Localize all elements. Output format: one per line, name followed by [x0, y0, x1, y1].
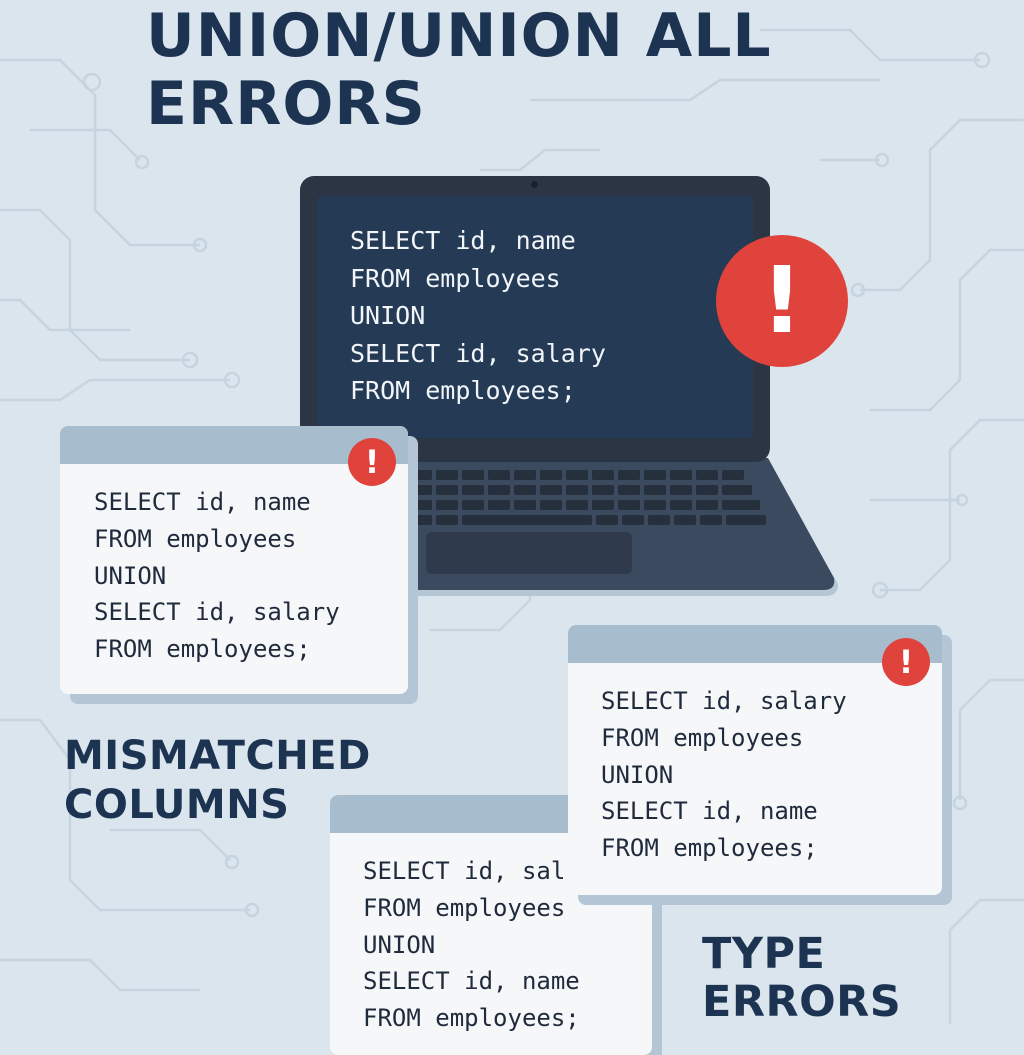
- card-code-block: [363, 853, 580, 1037]
- code-line: FROM employees;: [350, 376, 576, 405]
- laptop-code-block: [350, 222, 606, 410]
- code-line: SELECT id, salary: [601, 687, 847, 715]
- laptop-lid: [300, 176, 770, 462]
- warning-icon: !: [882, 638, 930, 686]
- card-code-block: [94, 484, 340, 668]
- code-line: SELECT id, name: [350, 226, 576, 255]
- code-line: FROM employees: [350, 263, 561, 293]
- code-line: UNION: [350, 301, 426, 330]
- page-title-line-1: UNION/UNION ALL: [146, 1, 772, 71]
- code-line: SELECT id, sal: [363, 857, 566, 885]
- laptop-screen: [317, 196, 753, 438]
- code-line: FROM employees: [363, 893, 566, 922]
- warning-icon: !: [348, 438, 396, 486]
- code-line: FROM employees;: [363, 1004, 580, 1033]
- label-type-errors: [702, 930, 901, 1026]
- code-line: UNION: [363, 930, 436, 959]
- code-line: FROM employees;: [94, 635, 311, 664]
- code-line: FROM employees: [94, 524, 297, 553]
- label-mismatched-columns: [64, 732, 371, 830]
- card-code-block: [601, 683, 847, 867]
- page-title-line-2: ERRORS: [146, 69, 426, 139]
- code-line: UNION: [94, 561, 167, 590]
- code-line: SELECT id, name: [363, 967, 580, 996]
- label-line: TYPE: [702, 929, 826, 979]
- code-line: UNION: [601, 760, 674, 789]
- camera-icon: [531, 181, 538, 188]
- label-line: ERRORS: [702, 977, 902, 1027]
- warning-icon: !: [716, 235, 848, 367]
- code-line: SELECT id, salary: [350, 338, 606, 368]
- code-line: SELECT id, name: [94, 488, 311, 516]
- code-line: SELECT id, name: [601, 797, 818, 826]
- label-line: COLUMNS: [64, 782, 290, 828]
- code-line: SELECT id, salary: [94, 598, 340, 627]
- label-line: MISMATCHED: [64, 733, 371, 779]
- code-line: FROM employees: [601, 723, 804, 752]
- code-line: FROM employees;: [601, 834, 818, 863]
